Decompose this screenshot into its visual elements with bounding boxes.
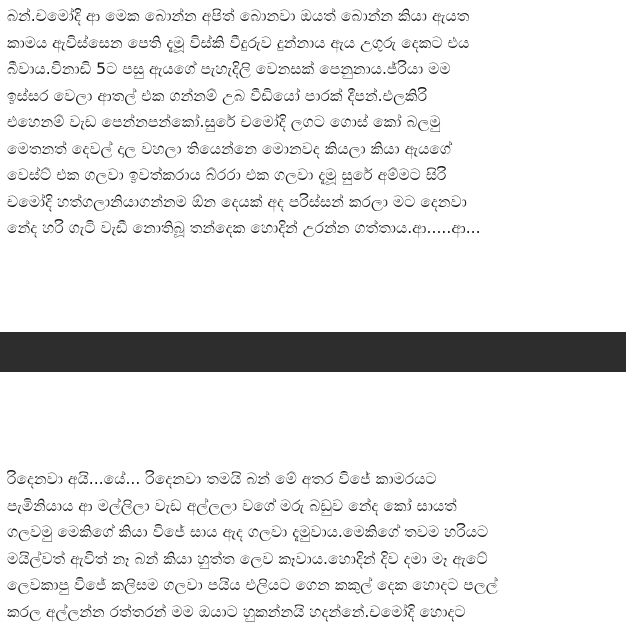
paragraph-line: නේද හරි ගැටි වැඩී නොතිබූ තන්දෙක හොදින් උරන්න ගත්තාය.ආ.....ආ... <box>7 219 481 237</box>
paragraph-line: එහෙනම් වැඩ පෙන්නපන්කෝ.සුරේ චමෝදි ලගට ගොස් කෝ බලමු <box>7 113 441 131</box>
paragraph-line: රිදෙනවා අයි...යේ... රිදෙනවා තමයි බන් මේ අතර විජේ කාමරයට <box>7 470 437 488</box>
article-paragraph-bottom <box>7 466 619 625</box>
paragraph-line: ඉස්සර වෙලා ආතල් එක ගන්නම් උබ වීඩියෝ පාරක් දීපන්.එලකිරි <box>7 86 428 105</box>
paragraph-line: ලෙවකාපු විජේ කලිසම ගලවා පයිය එලියට ගෙන කකුල් දෙක හොදට පලල් <box>7 576 498 594</box>
paragraph-line: කාමය ඇවිස්සෙන පෙති දැමූ විස්කි වීදුරුව දුන්නාය ඇය උගුරු දෙකට එය <box>7 33 470 52</box>
paragraph-line: වෙස්ට් එක ගලවා ඉවත්කරාය බ්රරා එක ගලවා දැමූ සුරේ අම්මට සිරි <box>7 166 447 184</box>
paragraph-line: පැමිනියාය ආ මල්ලිලා වැඩ අල්ලලා වගේ මරු බඩුව නේද කෝ සායත් <box>7 496 457 515</box>
paragraph-line: මයිල්වත් ඇවිත් නෑ බන් කියා හුත්ත ලෙව කෑවාය.හොදින් දිව දමා මෑ ඇටේ <box>7 549 488 568</box>
paragraph-line: බීවාය.විනාඩි 5ට පසු ඇයගේ පැහැදිලි වෙනසක් පෙනුනාය.ජ්රියා මම <box>7 60 451 78</box>
paragraph-line: බන්.චමෝදි ආ මෙක බොන්න අපිත් බොනවා ඔයත් බොන්න කියා ඇයත <box>7 7 470 25</box>
paragraph-line: කරල අල්ලන්න රත්තරන් මම ඔයාට හුකන්නයි හදන්නේ.චමෝදි හොදට <box>7 602 466 621</box>
paragraph-line: ගලවමු මෙකිගේ කියා විජේ සාය ඇද ගලවා දැමුවාය.මෙකිගේ තවම හරියට <box>7 523 489 541</box>
ad-separator-band <box>0 332 626 372</box>
article-paragraph-top <box>7 3 619 242</box>
paragraph-line: චමෝදි හත්ගලානියාගන්නම ඕන දෙයක් අද පරිස්සන් කරලා මට දෙනවා <box>7 192 467 211</box>
paragraph-line: මෙතනත් දෙවල් දාල වහලා තියෙන්නෙ මොනවද කියලා කියා ඇයගේ <box>7 139 452 158</box>
